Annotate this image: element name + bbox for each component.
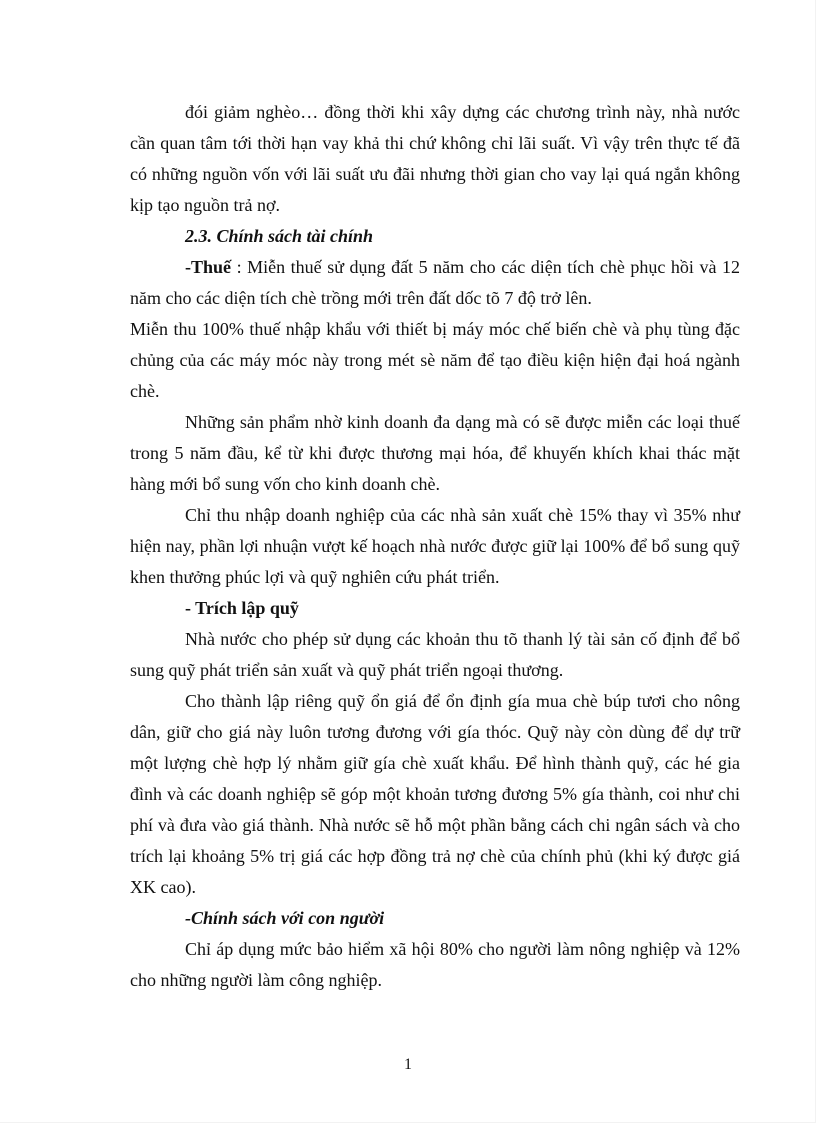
paragraph-tax [130,252,740,314]
paragraph-new-products: Những sản phẩm nhờ kinh doanh đa dạng mà có sẽ được miễn các loại thuế trong 5 năm đầu, kể từ khi được thương mại hóa, để khuyến khích khai thác mặt hàng mới bổ sung vốn cho kinh doanh chè. [130,412,740,494]
paragraph-credit-terms: đói giảm nghèo… đồng thời khi xây dựng các chương trình này, nhà nước cần quan tâm tới thời hạn vay khả thi chứ không chỉ lãi suất. Vì vậy trên thực tế đã có những nguồn vốn với lãi suất ưu đãi nhưng thời gian cho vay lại quá ngắn không kịp tạo nguồn trả nợ. [130,102,740,215]
page-number: 1 [404,1056,412,1073]
paragraph-corporate-income: Chỉ thu nhập doanh nghiệp của các nhà sản xuất chè 15% thay vì 35% như hiện nay, phần lợi nhuận vượt kế hoạch nhà nước được giữ lại 100% để bổ sung quỹ khen thưởng phúc lợi và quỹ nghiên cứu phát triển. [130,505,740,587]
tax-label: -Thuế [185,257,232,277]
tax-text: : Miễn thuế sử dụng đất 5 năm cho các diện tích chè phục hồi và 12 năm cho các diện tích chè trồng mới trên đất dốc tõ 7 độ trở lên. [130,257,740,308]
document-body [130,97,740,996]
paragraph-social-insurance: Chỉ áp dụng mức bảo hiểm xã hội 80% cho người làm nông nghiệp và 12% cho những người làm công nghiệp. [130,939,740,990]
heading-fund-allocation: - Trích lập quỹ [185,598,299,618]
paragraph-asset-liquidation: Nhà nước cho phép sử dụng các khoản thu tõ thanh lý tài sản cố định để bổ sung quỹ phát triển sản xuất và quỹ phát triển ngoại thương. [130,629,740,680]
heading-financial-policy: 2.3. Chính sách tài chính [185,226,374,246]
paragraph-import-duty: Miễn thu 100% thuế nhập khẩu với thiết bị máy móc chế biến chè và phụ tùng đặc chủng của các máy móc này trong mét sè năm để tạo điều kiện hiện đại hoá ngành chè. [130,319,740,401]
paragraph-price-stabilization-fund: Cho thành lập riêng quỹ ổn giá để ổn định gía mua chè búp tươi cho nông dân, giữ cho giá này luôn tương đương với gía thóc. Quỹ này còn dùng để dự trữ một lượng chè hợp lý nhằm giữ gía chè xuất khẩu. Để hình thành quỹ, các hé gia đình và các doanh nghiệp sẽ góp một khoản tương đương 5% gía thành, coi như chi phí và đưa vào giá thành. Nhà nước sẽ hỗ một phần bằng cách chi ngân sách và cho trích lại khoảng 5% trị giá các hợp đồng trả nợ chè của chính phủ (khi ký được giá XK cao). [130,691,740,897]
heading-people-policy: -Chính sách với con người [185,908,385,928]
